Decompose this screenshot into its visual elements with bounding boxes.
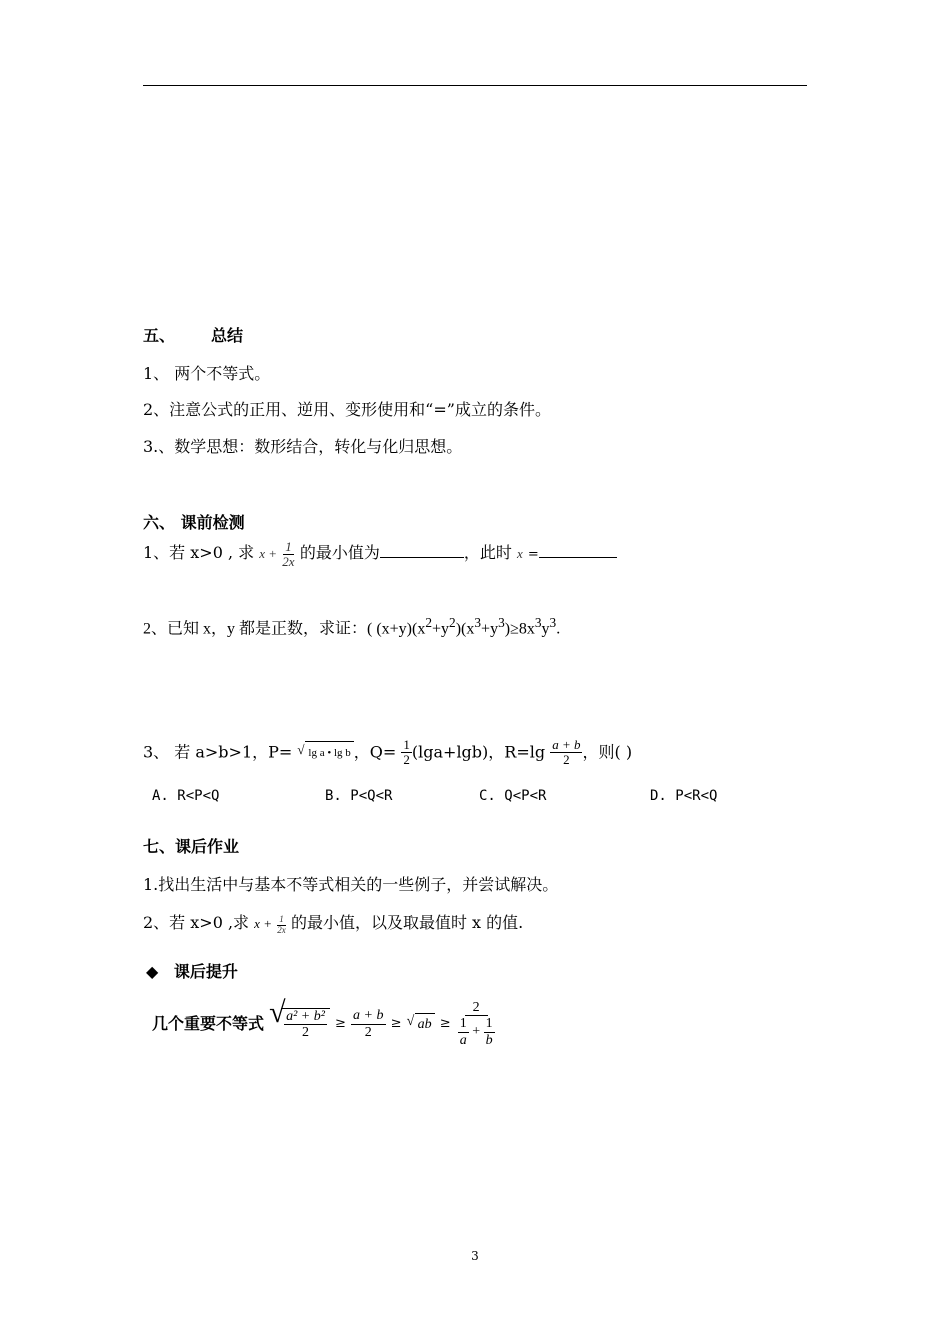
answer-blank-2[interactable]	[539, 543, 617, 558]
section-6-heading: 六、 课前检测	[143, 513, 245, 532]
option-d[interactable]: D. P<R<Q	[650, 788, 718, 804]
sqrt-lg: √ lg a • lg b	[297, 741, 353, 764]
sec5-item-3: 3.、数学思想：数形结合，转化与化归思想。	[143, 437, 463, 456]
option-c[interactable]: C. Q<P<R	[479, 788, 547, 804]
option-a[interactable]: A. R<P<Q	[152, 788, 220, 804]
homework-2: 2、若 x>0 ,求 x + $\frac{1}{2x}$ 的最小值，以及取最值时 x 的值.	[143, 913, 524, 935]
question-2: 2、已知 x，y 都是正数，求证：( $(x+y)(x^2+y^2)(x^3+y^3)\ge 8x^3y^3$.	[143, 615, 561, 638]
section-5-heading: 五、 总结	[143, 326, 244, 345]
q1-expr: x + $\frac{1}{2x}$	[259, 539, 295, 570]
answer-blank-1[interactable]	[380, 543, 464, 558]
option-b[interactable]: B. P<Q<R	[325, 788, 393, 804]
homework-1: 1.找出生活中与基本不等式相关的一些例子，并尝试解决。	[143, 875, 559, 894]
header-rule	[143, 85, 807, 86]
page-number: 3	[471, 1249, 479, 1263]
question-1: 1、若 x>0 , 求 x + $\frac{1}{2x}$ 的最小值为 ，此时 x =	[143, 540, 617, 570]
diamond-icon: ◆	[146, 962, 159, 981]
section-7-heading: 七、课后作业	[143, 837, 240, 856]
sec5-item-1: 1、 两个不等式。	[143, 364, 271, 383]
lift-heading: ◆ 课后提升	[146, 962, 238, 981]
important-inequalities: 几个重要不等式 √ $\frac{\text{a² + b²}}{2}$ ≥ $\frac{a + b}{2}$ ≥ √ ab ≥ 2 $\frac{1}{a}$ + $\frac{1}{b}$	[152, 995, 493, 1048]
sec5-item-2: 2、注意公式的正用、逆用、变形使用和“=”成立的条件。	[143, 400, 551, 419]
question-3: 3、 若 a>b>1，P= √ lg a • lg b ，Q= $\frac{1}{2}$ (lga+lgb)，R=lg $\frac{a + b}{2}$ ，则( )	[143, 737, 633, 768]
